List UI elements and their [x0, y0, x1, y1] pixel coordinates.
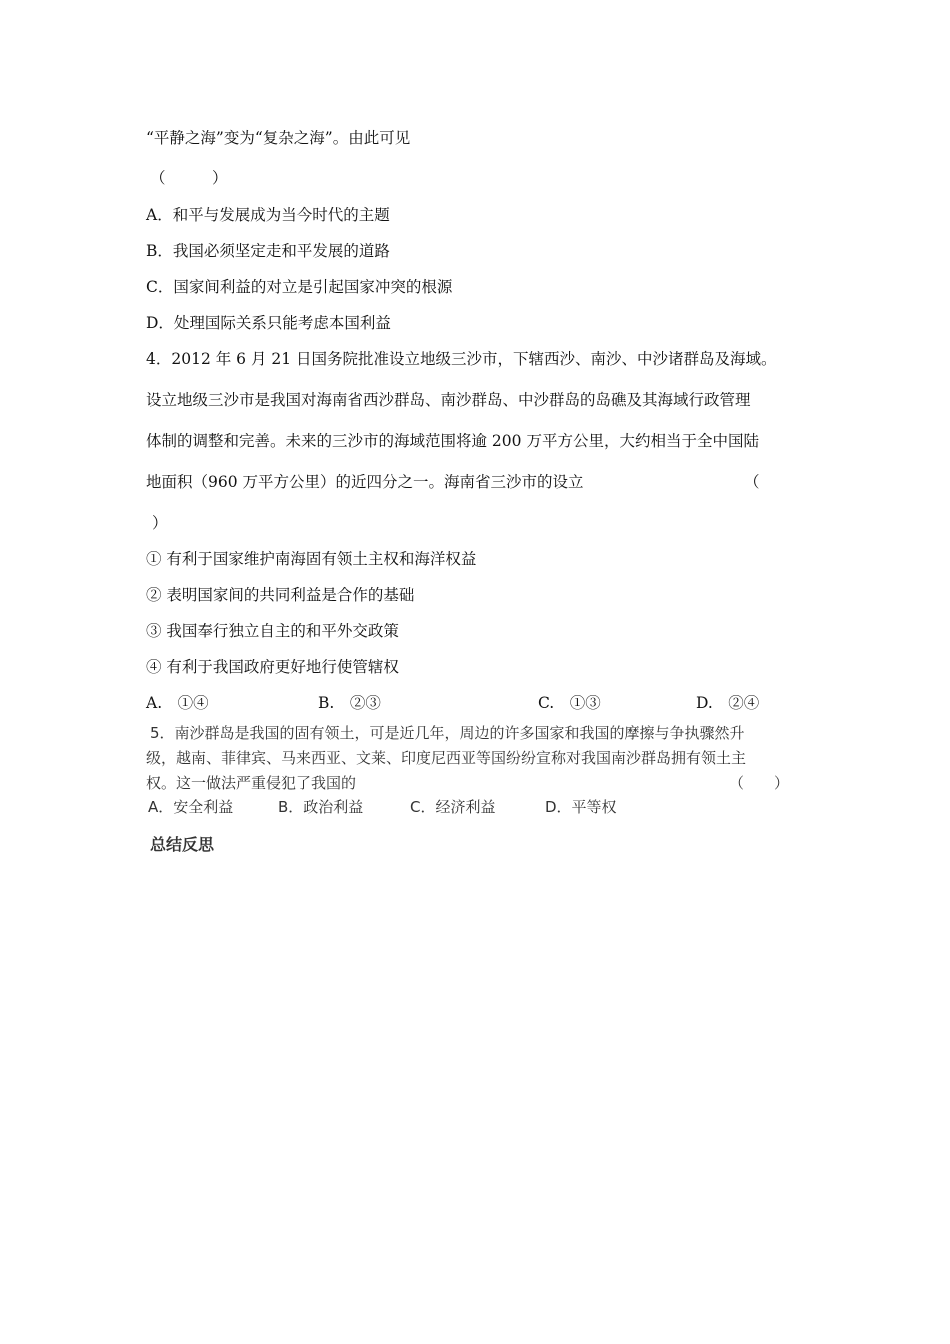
q3-option-c: C．国家间利益的对立是引起国家冲突的根源 [146, 278, 453, 296]
q4-statement-3: ③ 我国奉行独立自主的和平外交政策 [146, 622, 399, 640]
q3-option-d: D．处理国际关系只能考虑本国利益 [146, 314, 391, 332]
q4-statement-4: ④ 有利于我国政府更好地行使管辖权 [146, 658, 399, 676]
q3-option-b: B．我国必须坚定走和平发展的道路 [146, 242, 390, 260]
q4-choice-d: D. ②④ [696, 694, 760, 712]
q5-stem-line-3: 权。这一做法严重侵犯了我国的 [146, 774, 357, 792]
q5-option-d: D．平等权 [545, 798, 617, 816]
q5-option-b: B．政治利益 [278, 798, 364, 816]
q4-stem-line-1: 4．2012 年 6 月 21 日国务院批准设立地级三沙市，下辖西沙、南沙、中沙诸群岛及海域。 [146, 350, 777, 368]
q4-statement-1: ① 有利于国家维护南海固有领土主权和海洋权益 [146, 550, 477, 568]
q3-answer-paren: （ ） [150, 169, 228, 187]
q4-choice-b: B. ②③ [318, 694, 381, 712]
q4-choice-c: C. ①③ [538, 694, 601, 712]
q5-stem-line-1: 5．南沙群岛是我国的固有领土，可是近几年，周边的许多国家和我国的摩擦与争执骤然升 [150, 724, 745, 742]
q4-statement-2: ② 表明国家间的共同利益是合作的基础 [146, 586, 415, 604]
q4-stem-line-4: 地面积（960 万平方公里）的近四分之一。海南省三沙市的设立 [146, 473, 584, 491]
q5-stem-line-2: 级，越南、菲律宾、马来西亚、文莱、印度尼西亚等国纷纷宣称对我国南沙群岛拥有领土主 [146, 749, 747, 767]
q3-stem-tail: “平静之海”变为“复杂之海”。由此可见 [146, 129, 411, 147]
q4-stem-line-2: 设立地级三沙市是我国对海南省西沙群岛、南沙群岛、中沙群岛的岛礁及其海域行政管理 [146, 391, 751, 409]
q5-option-a: A．安全利益 [148, 798, 234, 816]
q5-option-c: C．经济利益 [410, 798, 496, 816]
q4-choice-a: A. ①④ [146, 694, 209, 712]
q3-option-a: A．和平与发展成为当今时代的主题 [146, 206, 390, 224]
q4-paren-close: ） [152, 514, 168, 532]
q4-paren-open: （ [744, 473, 760, 491]
q4-stem-line-3: 体制的调整和完善。未来的三沙市的海域范围将逾 200 万平方公里，大约相当于全中国陆 [146, 432, 759, 450]
q5-answer-paren: （ ） [729, 774, 790, 792]
summary-heading: 总结反思 [150, 835, 215, 854]
